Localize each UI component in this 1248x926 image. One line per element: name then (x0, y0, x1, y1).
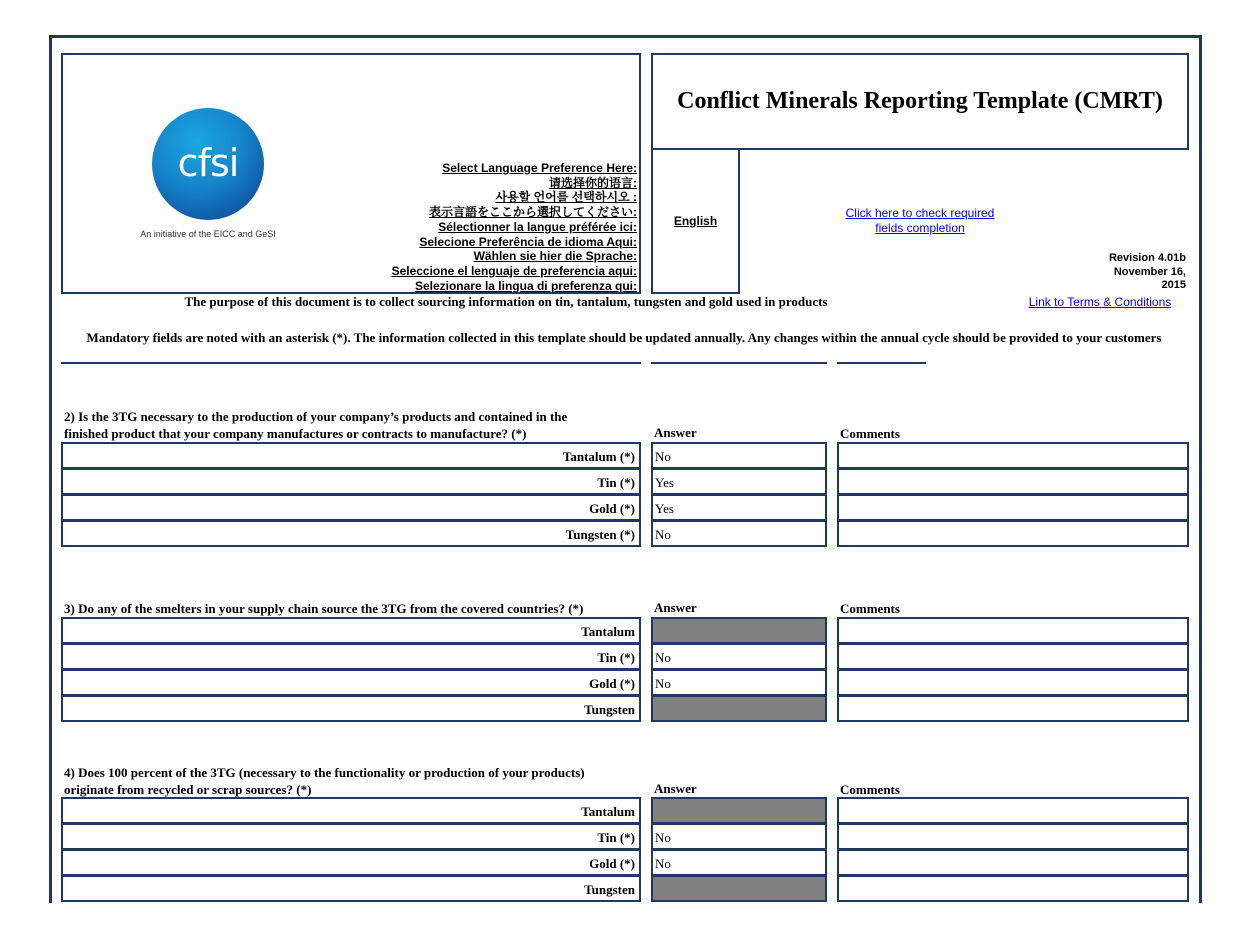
title-panel (651, 53, 1189, 150)
question-2: 2) Is the 3TG necessary to the production of your company’s products and contained in the finished product that your company manufactures or contracts to manufacture? (*) (64, 409, 568, 441)
answer-cell[interactable]: No (651, 442, 827, 469)
answer-cell-disabled (651, 797, 827, 824)
logo-caption: An initiative of the EICC and GeSI (140, 229, 276, 239)
comments-header: Comments (840, 426, 900, 441)
question-4: 4) Does 100 percent of the 3TG (necessary to the functionality or production of your products) originate from recycled or scrap sources? (*) (64, 765, 585, 797)
row-label: Tantalum (*) (61, 442, 641, 469)
language-prompt: Selezionare la lingua di preferenza qui: (414, 278, 637, 293)
answer-header: Answer (654, 781, 697, 796)
comment-cell[interactable] (837, 823, 1189, 850)
answer-cell[interactable]: Yes (651, 468, 827, 495)
cfsi-logo (152, 108, 264, 220)
comments-header: Comments (840, 782, 900, 797)
row-label: Tantalum (61, 797, 641, 824)
row-label: Tungsten (61, 695, 641, 722)
language-prompt: Sélectionner la langue préférée ici: (438, 219, 637, 234)
comment-cell[interactable] (837, 442, 1189, 469)
answer-cell[interactable]: No (651, 823, 827, 850)
comment-cell[interactable] (837, 643, 1189, 670)
answer-cell-disabled (651, 695, 827, 722)
purpose-statement: The purpose of this document is to collect sourcing information on tin, tantalum, tungsten and gold used in products (184, 294, 828, 309)
comment-cell[interactable] (837, 669, 1189, 696)
page-title: Conflict Minerals Reporting Template (CMRT) (677, 88, 1163, 114)
comment-cell[interactable] (837, 849, 1189, 876)
row-label: Gold (*) (61, 494, 641, 521)
language-prompt: 请选择你的语言: (549, 175, 637, 190)
comment-cell[interactable] (837, 875, 1189, 902)
language-prompt: 사용할 언어를 선택하시오 : (495, 190, 637, 205)
comment-cell[interactable] (837, 617, 1189, 644)
comment-cell[interactable] (837, 468, 1189, 495)
answer-cell[interactable]: No (651, 520, 827, 547)
language-prompt-list (392, 161, 637, 293)
comment-cell[interactable] (837, 520, 1189, 547)
check-required-fields-link[interactable]: Click here to check required fields completion (845, 206, 995, 235)
answer-header: Answer (654, 425, 697, 440)
comment-cell[interactable] (837, 797, 1189, 824)
row-label: Gold (*) (61, 849, 641, 876)
logo-panel (61, 53, 641, 294)
logo-text: cfsi (177, 141, 239, 185)
row-label: Tin (*) (61, 468, 641, 495)
answer-cell[interactable]: No (651, 849, 827, 876)
row-label: Tin (*) (61, 643, 641, 670)
divider (61, 362, 641, 364)
answer-cell[interactable]: No (651, 643, 827, 670)
language-prompt: Select Language Preference Here: (442, 161, 637, 175)
language-select-value: English (673, 214, 718, 228)
divider (651, 362, 827, 364)
row-label: Tungsten (61, 875, 641, 902)
answer-header: Answer (654, 600, 697, 615)
row-label: Tantalum (61, 617, 641, 644)
mandatory-note: Mandatory fields are noted with an asterisk (*). The information collected in this template should be updated annually. Any changes within the annual cycle should be provided to your customers (86, 330, 1162, 345)
language-prompt: Selecione Preferência de idioma Aqui: (419, 234, 637, 249)
revision-info: Revision 4.01b November 16, 2015 (1108, 252, 1186, 291)
answer-cell[interactable]: No (651, 669, 827, 696)
comments-header: Comments (840, 601, 900, 616)
answer-cell-disabled (651, 617, 827, 644)
terms-conditions-link[interactable]: Link to Terms & Conditions (1028, 295, 1172, 309)
row-label: Tin (*) (61, 823, 641, 850)
comment-cell[interactable] (837, 695, 1189, 722)
answer-cell-disabled (651, 875, 827, 902)
language-prompt: 表示言語をここから選択してください: (429, 205, 637, 220)
language-prompt: Wählen sie hier die Sprache: (473, 249, 637, 264)
language-select[interactable] (651, 148, 740, 294)
divider (837, 362, 926, 364)
answer-cell[interactable]: Yes (651, 494, 827, 521)
row-label: Tungsten (*) (61, 520, 641, 547)
language-prompt: Seleccione el lenguaje de preferencia aqui: (391, 263, 637, 278)
comment-cell[interactable] (837, 494, 1189, 521)
row-label: Gold (*) (61, 669, 641, 696)
question-3: 3) Do any of the smelters in your supply chain source the 3TG from the covered countries? (*) (64, 601, 584, 616)
